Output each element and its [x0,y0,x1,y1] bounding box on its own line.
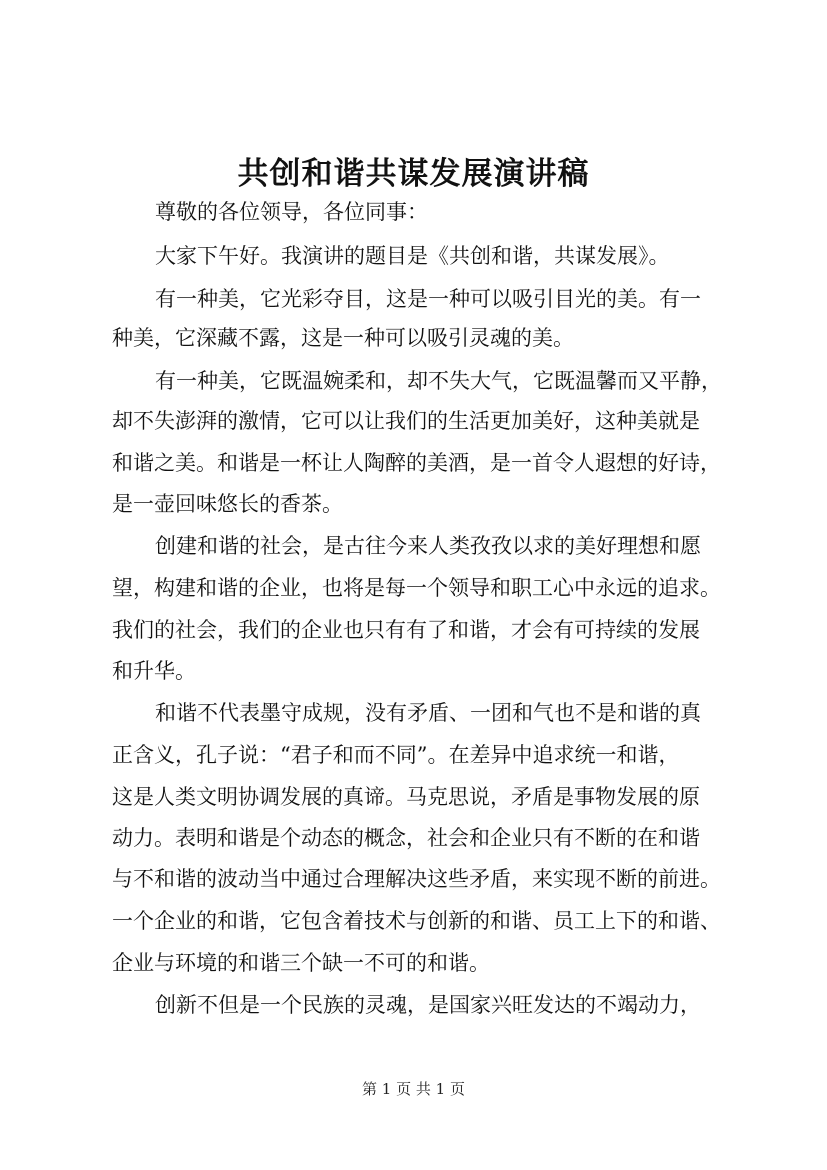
text-line: 有一种美，它既温婉柔和，却不失大气，它既温馨而又平静， [155,369,722,393]
text-line: 尊敬的各位领导，各位同事： [155,200,428,224]
text-line: 和谐不代表墨守成规，没有矛盾、一团和气也不是和谐的真 [155,701,701,725]
text-line: 却不失澎湃的激情，它可以让我们的生活更加美好，这种美就是 [112,409,700,433]
text-line: 这是人类文明协调发展的真谛。马克思说，矛盾是事物发展的原 [112,785,700,809]
text-line: 我们的社会，我们的企业也只有有了和谐，才会有可持续的发展 [112,618,700,642]
text-line: 和谐之美。和谐是一杯让人陶醉的美酒，是一首令人遐想的好诗， [112,451,721,475]
text-line: 创新不但是一个民族的灵魂，是国家兴旺发达的不竭动力， [155,993,701,1017]
document-title: 共创和谐共谋发展演讲稿 [237,156,590,192]
text-line: 创建和谐的社会，是古往今来人类孜孜以求的美好理想和愿 [155,534,701,558]
text-line: 大家下午好。我演讲的题目是《共创和谐，共谋发展》。 [155,244,670,268]
text-line: 企业与环境的和谐三个缺一不可的和谐。 [112,951,490,975]
text-line: 动力。表明和谐是个动态的概念，社会和企业只有不断的在和谐 [112,826,700,850]
text-line: 一个企业的和谐，它包含着技术与创新的和谐、员工上下的和谐、 [112,909,721,933]
text-line: 正含义，孔子说：“君子和而不同”。在差异中追求统一和谐， [112,743,680,767]
text-line: 和升华。 [112,659,196,683]
text-line: 望，构建和谐的企业，也将是每一个领导和职工心中永远的追求。 [112,576,721,600]
text-line: 种美，它深藏不露，这是一种可以吸引灵魂的美。 [112,326,574,350]
text-line: 有一种美，它光彩夺目，这是一种可以吸引目光的美。有一 [155,287,701,311]
text-line: 与不和谐的波动当中通过合理解决这些矛盾，来实现不断的前进。 [112,867,721,891]
text-line: 是一壶回味悠长的香茶。 [112,492,343,516]
page-number-footer: 第 1 页 共 1 页 [362,1080,465,1098]
